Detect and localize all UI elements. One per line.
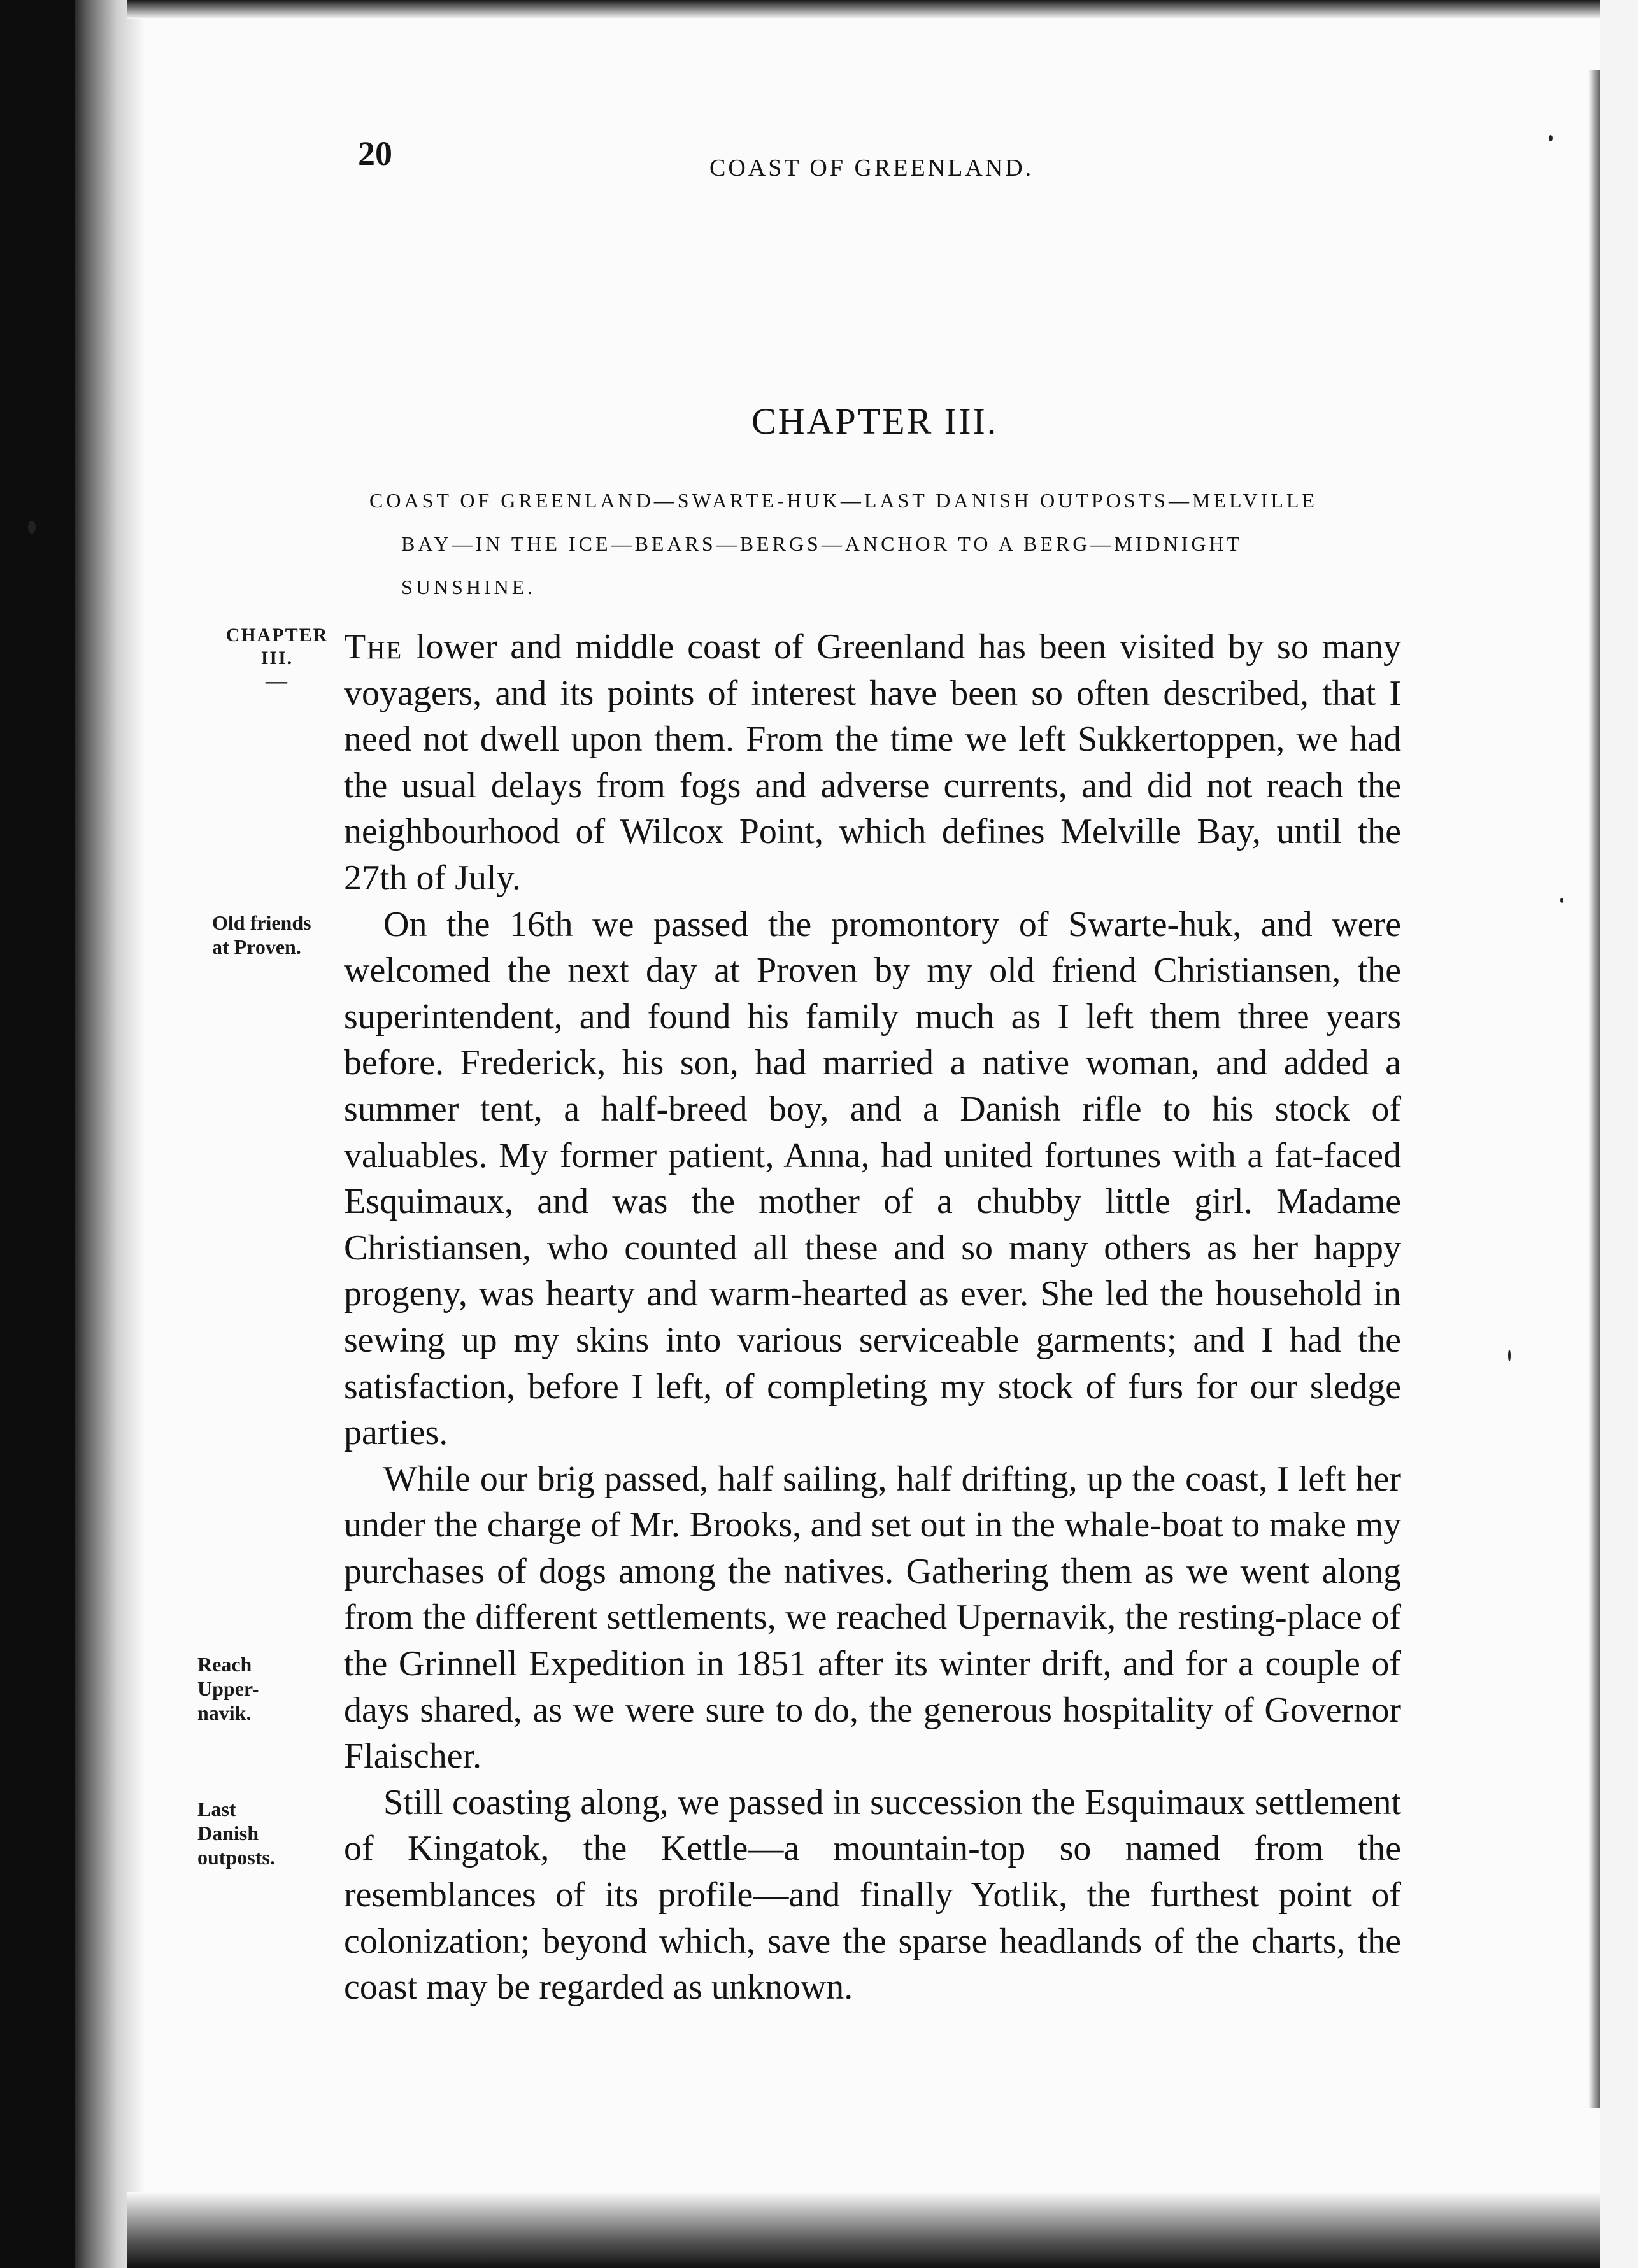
- body-text: [344, 624, 1401, 2011]
- paragraph: [344, 624, 1401, 902]
- page-number: 20: [358, 134, 392, 173]
- scan-speck: [28, 521, 36, 534]
- margin-note-line: CHAPTER: [225, 625, 329, 646]
- margin-note-old-friends: [212, 911, 346, 959]
- page-fold-right: [1588, 70, 1600, 2108]
- gutter-shadow: [75, 0, 145, 2268]
- paragraph-text: While our brig passed, half sailing, half drifting, up the coast, I left her under the charge of Mr. Brooks, and set out in the whale-boat to make my purchases of dogs among the natives. Gathering them as we went along from the different settlements, we reached Upernavik, the resting-place of the Grinnell Expedition in 1851 after its winter drift, and for a couple of days shared, as we were sure to do, the generous hospitality of Governor Flaischer.: [344, 1459, 1401, 1776]
- chapter-summary: [369, 479, 1414, 609]
- chapter-title: CHAPTER III.: [751, 400, 999, 442]
- margin-note-dash: —: [266, 669, 288, 693]
- chapter-summary-line: SUNSHINE.: [401, 576, 536, 599]
- scan-speck: [1508, 1350, 1511, 1361]
- margin-note-last-danish-outposts: [197, 1797, 325, 1869]
- chapter-summary-line: BAY—IN THE ICE—BEARS—BERGS—ANCHOR TO A BERG—MIDNIGHT: [401, 532, 1243, 555]
- page-bottom-edge: [127, 2192, 1638, 2268]
- margin-note-line: outposts.: [197, 1846, 275, 1869]
- paragraph-lead-word: The: [344, 627, 403, 667]
- right-margin-strip: [1600, 0, 1638, 2268]
- running-title: COAST OF GREENLAND.: [709, 155, 1034, 181]
- margin-note-line: Reach: [197, 1653, 252, 1676]
- paragraph-text: On the 16th we passed the promontory of Swarte-huk, and were welcomed the next day at Proven by my old friend Christiansen, the superintendent, and found his family much as I left them three years before. Frederick, his son, had married a native woman, and added a summer tent, a half-breed boy, and a Danish rifle to his stock of valuables. My former patient, Anna, had united fortunes with a fat-faced Esquimaux, and was the mother of a chubby little girl. Madame Christiansen, who counted all these and so many others as her happy progeny, was hearty and warm-hearted as ever. She led the household in sewing up my skins into various serviceable garments; and I had the satisfaction, before I left, of completing my stock of furs for our sledge parties.: [344, 904, 1401, 1453]
- margin-note-chapter: [213, 624, 341, 693]
- scan-border-left: [0, 0, 75, 2268]
- paragraph-text: Still coasting along, we passed in succession the Esquimaux settlement of Kingatok, the Kettle—a mountain-top so named from the resemblances of its profile—and finally Yotlik, the furthest point of colonization; beyond which, save the sparse headlands of the charts, the coast may be regarded as unknown.: [344, 1782, 1401, 2008]
- margin-note-line: Danish: [197, 1822, 259, 1845]
- margin-note-line: III.: [260, 648, 294, 669]
- margin-note-line: Upper-: [197, 1677, 259, 1700]
- paragraph: [344, 1456, 1401, 1780]
- margin-note-line: Old friends: [212, 911, 311, 934]
- scan-speck: [1549, 135, 1553, 141]
- page-top-edge: [127, 0, 1638, 19]
- margin-note-line: Last: [197, 1797, 236, 1820]
- margin-note-reach-upernavik: [197, 1652, 325, 1725]
- paragraph: [344, 902, 1401, 1456]
- chapter-summary-line: COAST OF GREENLAND—SWARTE-HUK—LAST DANISH OUTPOSTS—MELVILLE: [369, 489, 1318, 512]
- paragraph: [344, 1780, 1401, 2011]
- paragraph-text: lower and middle coast of Greenland has been visited by so many voyagers, and its points of interest have been so often described, that I need not dwell upon them. From the time we left Sukkertoppen, we had the usual delays from fogs and adverse currents, and did not reach the neighbourhood of Wilcox Point, which defines Melville Bay, until the 27th of July.: [344, 627, 1401, 898]
- margin-note-line: navik.: [197, 1701, 252, 1724]
- margin-note-line: at Proven.: [212, 935, 301, 958]
- scan-speck: [1560, 898, 1563, 903]
